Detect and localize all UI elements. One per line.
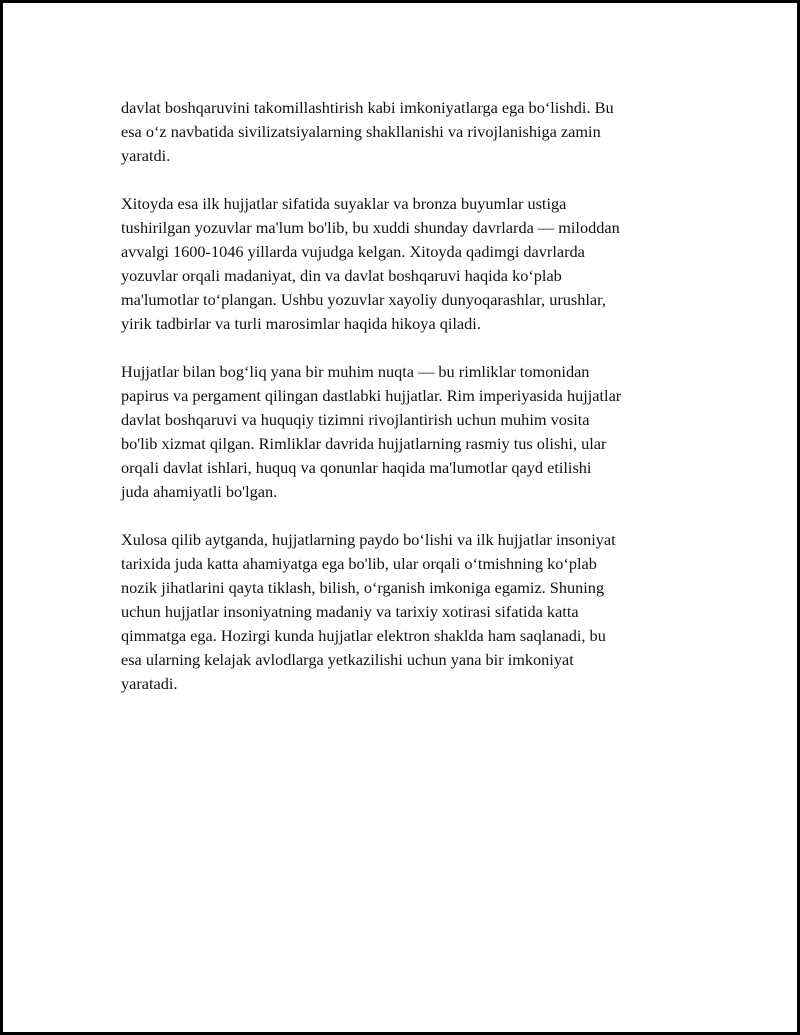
text-line: davlat boshqaruvi va huquqiy tizimni rivojlantirish uchun muhim vosita xyxy=(121,410,590,429)
text-line: esa o‘z navbatida sivilizatsiyalarning shakllanishi va rivojlanishiga zamin xyxy=(121,122,601,141)
text-line: yirik tadbirlar va turli marosimlar haqida hikoya qiladi. xyxy=(121,314,481,333)
document-body xyxy=(121,96,696,720)
text-line: Xulosa qilib aytganda, hujjatlarning paydo bo‘lishi va ilk hujjatlar insoniyat xyxy=(121,530,616,549)
text-line: yaratdi. xyxy=(121,146,171,165)
paragraph-1 xyxy=(121,96,696,168)
paragraph-2 xyxy=(121,192,696,336)
text-line: bo'lib xizmat qilgan. Rimliklar davrida hujjatlarning rasmiy tus olishi, ular xyxy=(121,434,607,453)
text-line: orqali davlat ishlari, huquq va qonunlar haqida ma'lumotlar qayd etilishi xyxy=(121,458,592,477)
text-line: tarixida juda katta ahamiyatga ega bo'lib, ular orqali o‘tmishning ko‘plab xyxy=(121,554,597,573)
text-line: juda ahamiyatli bo'lgan. xyxy=(121,482,278,501)
paragraph-4 xyxy=(121,528,696,696)
text-line: esa ularning kelajak avlodlarga yetkazilishi uchun yana bir imkoniyat xyxy=(121,650,574,669)
text-line: Xitoyda esa ilk hujjatlar sifatida suyaklar va bronza buyumlar ustiga xyxy=(121,194,567,213)
text-line: nozik jihatlarini qayta tiklash, bilish, o‘rganish imkoniga egamiz. Shuning xyxy=(121,578,605,597)
text-line: yozuvlar orqali madaniyat, din va davlat boshqaruvi haqida ko‘plab xyxy=(121,266,562,285)
text-line: davlat boshqaruvini takomillashtirish kabi imkoniyatlarga ega bo‘lishdi. Bu xyxy=(121,98,614,117)
text-line: qimmatga ega. Hozirgi kunda hujjatlar elektron shaklda ham saqlanadi, bu xyxy=(121,626,606,645)
text-line: Hujjatlar bilan bog‘liq yana bir muhim nuqta — bu rimliklar tomonidan xyxy=(121,362,590,381)
text-line: avvalgi 1600-1046 yillarda vujudga kelgan. Xitoyda qadimgi davrlarda xyxy=(121,242,585,261)
text-line: yaratadi. xyxy=(121,674,178,693)
paragraph-3 xyxy=(121,360,696,504)
text-line: uchun hujjatlar insoniyatning madaniy va tarixiy xotirasi sifatida katta xyxy=(121,602,579,621)
text-line: papirus va pergament qilingan dastlabki hujjatlar. Rim imperiyasida hujjatlar xyxy=(121,386,622,405)
text-line: ma'lumotlar to‘plangan. Ushbu yozuvlar xayoliy dunyoqarashlar, urushlar, xyxy=(121,290,606,309)
text-line: tushirilgan yozuvlar ma'lum bo'lib, bu xuddi shunday davrlarda — miloddan xyxy=(121,218,620,237)
